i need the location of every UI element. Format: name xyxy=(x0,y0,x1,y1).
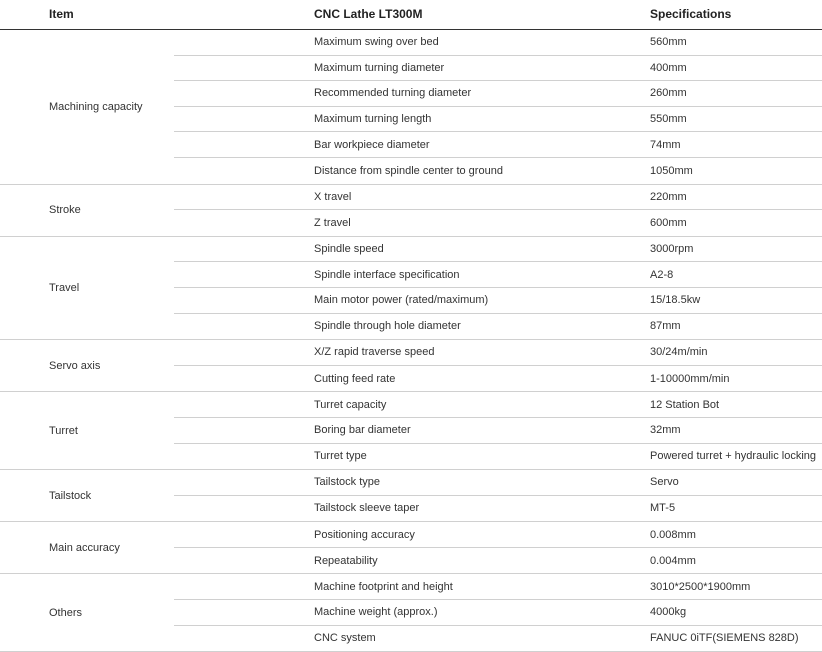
table-group xyxy=(0,392,822,470)
parameter-cell: Maximum turning diameter xyxy=(314,61,445,74)
value-cell: 0.008mm xyxy=(650,528,696,541)
value-cell: Powered turret + hydraulic locking xyxy=(650,450,816,463)
group-label: Stroke xyxy=(49,204,81,217)
table-body xyxy=(0,30,822,652)
table-row xyxy=(174,185,822,211)
table-row xyxy=(174,107,822,133)
group-label: Travel xyxy=(49,281,80,294)
group-label: Turret xyxy=(49,424,78,437)
parameter-cell: Spindle interface specification xyxy=(314,268,460,281)
parameter-cell: Machine footprint and height xyxy=(314,580,453,593)
table-row xyxy=(174,366,822,392)
value-cell: 1-10000mm/min xyxy=(650,372,730,385)
value-cell: 3000rpm xyxy=(650,243,694,256)
parameter-cell: Turret type xyxy=(314,450,367,463)
parameter-cell: Turret capacity xyxy=(314,398,387,411)
value-cell: 220mm xyxy=(650,190,687,203)
value-cell: 30/24m/min xyxy=(650,346,708,359)
table-row xyxy=(174,626,822,652)
value-cell: 1050mm xyxy=(650,164,693,177)
value-cell: 87mm xyxy=(650,320,681,333)
group-rows xyxy=(174,574,822,651)
parameter-cell: X/Z rapid traverse speed xyxy=(314,346,435,359)
group-label: Machining capacity xyxy=(49,100,143,113)
table-row xyxy=(174,574,822,600)
table-row xyxy=(174,548,822,574)
value-cell: 0.004mm xyxy=(650,554,696,567)
header-item: Item xyxy=(49,7,74,21)
table-group xyxy=(0,185,822,237)
parameter-cell: CNC system xyxy=(314,632,376,645)
table-row xyxy=(174,132,822,158)
table-row xyxy=(174,158,822,184)
value-cell: Servo xyxy=(650,476,679,489)
table-header xyxy=(0,0,822,30)
parameter-cell: Distance from spindle center to ground xyxy=(314,164,503,177)
parameter-cell: Positioning accuracy xyxy=(314,528,415,541)
group-rows xyxy=(174,470,822,521)
table-group xyxy=(0,237,822,340)
parameter-cell: Machine weight (approx.) xyxy=(314,606,438,619)
value-cell: 260mm xyxy=(650,87,687,100)
table-row xyxy=(174,262,822,288)
table-row xyxy=(174,444,822,470)
value-cell: A2-8 xyxy=(650,268,674,281)
parameter-cell: Spindle through hole diameter xyxy=(314,320,461,333)
group-rows xyxy=(174,392,822,469)
group-rows xyxy=(174,30,822,184)
parameter-cell: Repeatability xyxy=(314,554,378,567)
value-cell: 74mm xyxy=(650,138,681,151)
value-cell: 600mm xyxy=(650,216,687,229)
table-group xyxy=(0,574,822,652)
parameter-cell: Cutting feed rate xyxy=(314,372,396,385)
table-row xyxy=(174,210,822,236)
parameter-cell: Tailstock type xyxy=(314,476,381,489)
parameter-cell: Spindle speed xyxy=(314,243,384,256)
group-rows xyxy=(174,340,822,391)
group-label: Tailstock xyxy=(49,489,92,502)
group-rows xyxy=(174,185,822,236)
table-row xyxy=(174,340,822,366)
table-row xyxy=(174,522,822,548)
parameter-cell: Tailstock sleeve taper xyxy=(314,502,420,515)
value-cell: 32mm xyxy=(650,424,681,437)
table-row xyxy=(174,314,822,340)
value-cell: 3010*2500*1900mm xyxy=(650,580,751,593)
parameter-cell: Boring bar diameter xyxy=(314,424,411,437)
header-specifications: Specifications xyxy=(650,7,732,21)
group-rows xyxy=(174,522,822,573)
table-row xyxy=(174,496,822,522)
table-row xyxy=(174,81,822,107)
value-cell: 550mm xyxy=(650,113,687,126)
table-group xyxy=(0,340,822,392)
group-label: Servo axis xyxy=(49,359,101,372)
value-cell: 12 Station Bot xyxy=(650,398,720,411)
group-rows xyxy=(174,237,822,339)
value-cell: FANUC 0iTF(SIEMENS 828D) xyxy=(650,632,799,645)
group-label: Main accuracy xyxy=(49,541,120,554)
table-row xyxy=(174,392,822,418)
table-group xyxy=(0,522,822,574)
value-cell: 4000kg xyxy=(650,606,687,619)
value-cell: 400mm xyxy=(650,61,687,74)
table-row xyxy=(174,418,822,444)
value-cell: MT-5 xyxy=(650,502,676,515)
parameter-cell: Maximum turning length xyxy=(314,113,432,126)
table-row xyxy=(174,30,822,56)
table-row xyxy=(174,56,822,82)
table-row xyxy=(174,470,822,496)
group-label: Others xyxy=(49,606,83,619)
parameter-cell: Bar workpiece diameter xyxy=(314,138,430,151)
table-row xyxy=(174,237,822,263)
parameter-cell: Main motor power (rated/maximum) xyxy=(314,294,489,307)
table-row xyxy=(174,600,822,626)
value-cell: 560mm xyxy=(650,36,687,49)
parameter-cell: Maximum swing over bed xyxy=(314,36,439,49)
parameter-cell: Recommended turning diameter xyxy=(314,87,472,100)
table-group xyxy=(0,30,822,185)
table-group xyxy=(0,470,822,522)
parameter-cell: X travel xyxy=(314,190,352,203)
value-cell: 15/18.5kw xyxy=(650,294,701,307)
table-row xyxy=(174,288,822,314)
header-model: CNC Lathe LT300M xyxy=(314,7,423,21)
parameter-cell: Z travel xyxy=(314,216,351,229)
